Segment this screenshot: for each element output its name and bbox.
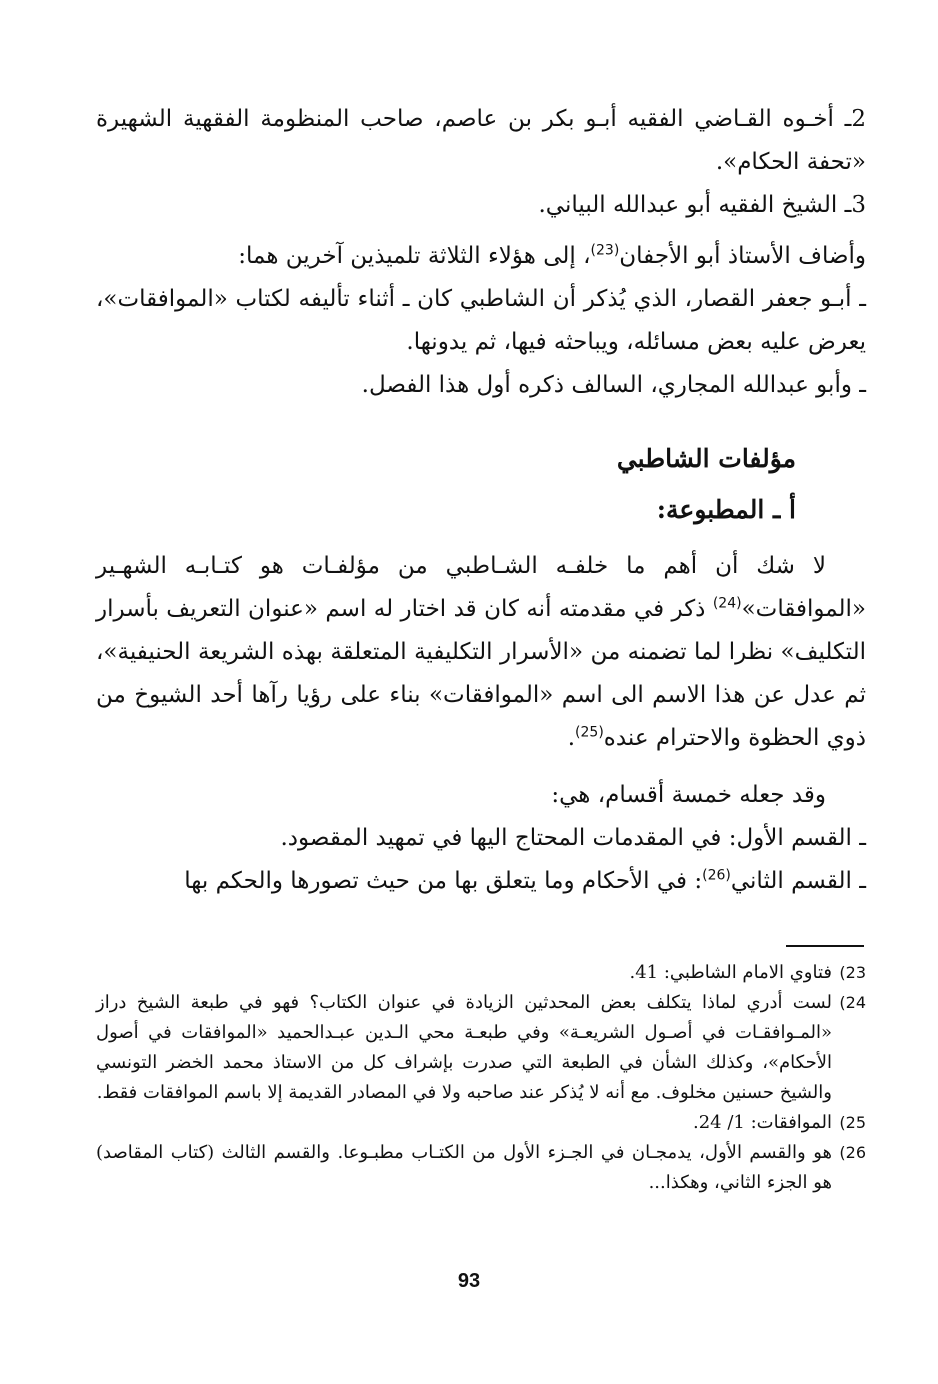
footnote-ref-26[interactable]: (26) — [702, 867, 731, 884]
list-item-2: 2ـ أخـوه القـاضي الفقيه أبـو بكر بن عاصم، صاحب المنظومة الفقهية الشهيرة «تحفة الحكام». — [96, 106, 866, 175]
list-item-3: 3ـ الشيخ الفقيه أبو عبدالله البياني. — [538, 192, 866, 218]
footnote-text: الموافقات: 1/ 24. — [692, 1112, 832, 1133]
footnote-number: 25) — [839, 1113, 866, 1132]
part2-rest: : في الأحكام وما يتعلق بها من حيث تصورها والحكم بها — [184, 868, 703, 894]
footnote-ref-23[interactable]: (23) — [590, 242, 620, 259]
para-mid: ذكر في مقدمته أنه كان قد اختار له اسم «عنوان التعريف بأسرار التكليف» نظرا لما تضمنه من «الأسرار التكليفية المتعلقة بهذه الشريعة الحنيفية»، ثم عدل عن هذا الاسم الى اسم «الموافقات» بناء على رؤيا رآها أحد الشيوخ من ذوي الحظوة والاحترام عنده — [96, 596, 866, 751]
footnote-ref-25[interactable]: (25) — [575, 724, 604, 741]
student-2: ـ وأبو عبدالله المجاري، السالف ذكره أول هذا الفصل. — [361, 372, 866, 398]
footnote-23 — [96, 958, 866, 988]
main-text — [96, 98, 866, 903]
page-number: 93 — [457, 1270, 481, 1292]
footnote-number: 24) — [839, 993, 866, 1012]
footnote-26 — [96, 1138, 866, 1198]
footnote-divider — [786, 945, 864, 947]
main-paragraph — [96, 545, 866, 760]
student-1: ـ أبـو جعفر القصار، الذي يُذكر أن الشاطبي كان ـ أثناء تأليفه لكتاب «الموافقات»، يعرض عليه بعض مسائله، ويباحثه فيها، ثم يدونها. — [96, 286, 866, 355]
part-2 — [96, 860, 866, 903]
part-1: ـ القسم الأول: في المقدمات المحتاج اليها في تمهيد المقصود. — [280, 825, 866, 851]
footnote-number: 26) — [839, 1143, 866, 1162]
part2-start: ـ القسم الثاني — [730, 868, 866, 894]
footnote-text: لست أدري لماذا يتكلف بعض المحدثين الزيادة في عنوان الكتاب؟ فهو في طبعة الشيخ دراز «المـوافقـات في أصـول الشريعـة» وفي طبعـة محي الـدين عبـدالحميد «الموافقات في أصول الأحكام»، وكذلك الشأن في الطبعة التي صدرت بإشراف كل من الاستاذ محمد الخضر التونسي والشيخ حسنين مخلوف. مع أنه لا يُذكر عند صاحبه ولا في المصادر القديمة إلا باسم الموافقات فقط. — [96, 992, 832, 1103]
added-students-paragraph — [96, 235, 866, 278]
added-intro: وأضاف الأستاذ أبو الأجفان — [619, 243, 866, 269]
subheading: أ ـ المطبوعة: — [656, 495, 796, 524]
section-heading: مؤلفات الشاطبي — [616, 444, 796, 473]
para-start: لا شك أن أهم ما خلفـه الشـاطبي من مؤلفـات هو كتـابـه الشهـير «الموافقات» — [96, 553, 866, 622]
para-end: . — [567, 725, 576, 751]
footnotes — [96, 958, 866, 1198]
footnote-25 — [96, 1108, 866, 1138]
parts-intro: وقد جعله خمسة أقسام، هي: — [551, 782, 826, 808]
footnote-text: هو والقسم الأول، يدمجـان في الجـزء الأول من الكتـاب مطبـوعا. والقسم الثالث (كتاب المقاصد) هو الجزء الثاني، وهكذا... — [96, 1142, 832, 1193]
footnote-number: 23) — [839, 963, 866, 982]
footnote-text: فتاوي الامام الشاطبي: 41. — [629, 962, 832, 983]
added-rest: ، إلى هؤلاء الثلاثة تلميذين آخرين هما: — [238, 243, 591, 269]
footnote-24 — [96, 988, 866, 1108]
footnote-ref-24[interactable]: (24) — [712, 595, 742, 612]
